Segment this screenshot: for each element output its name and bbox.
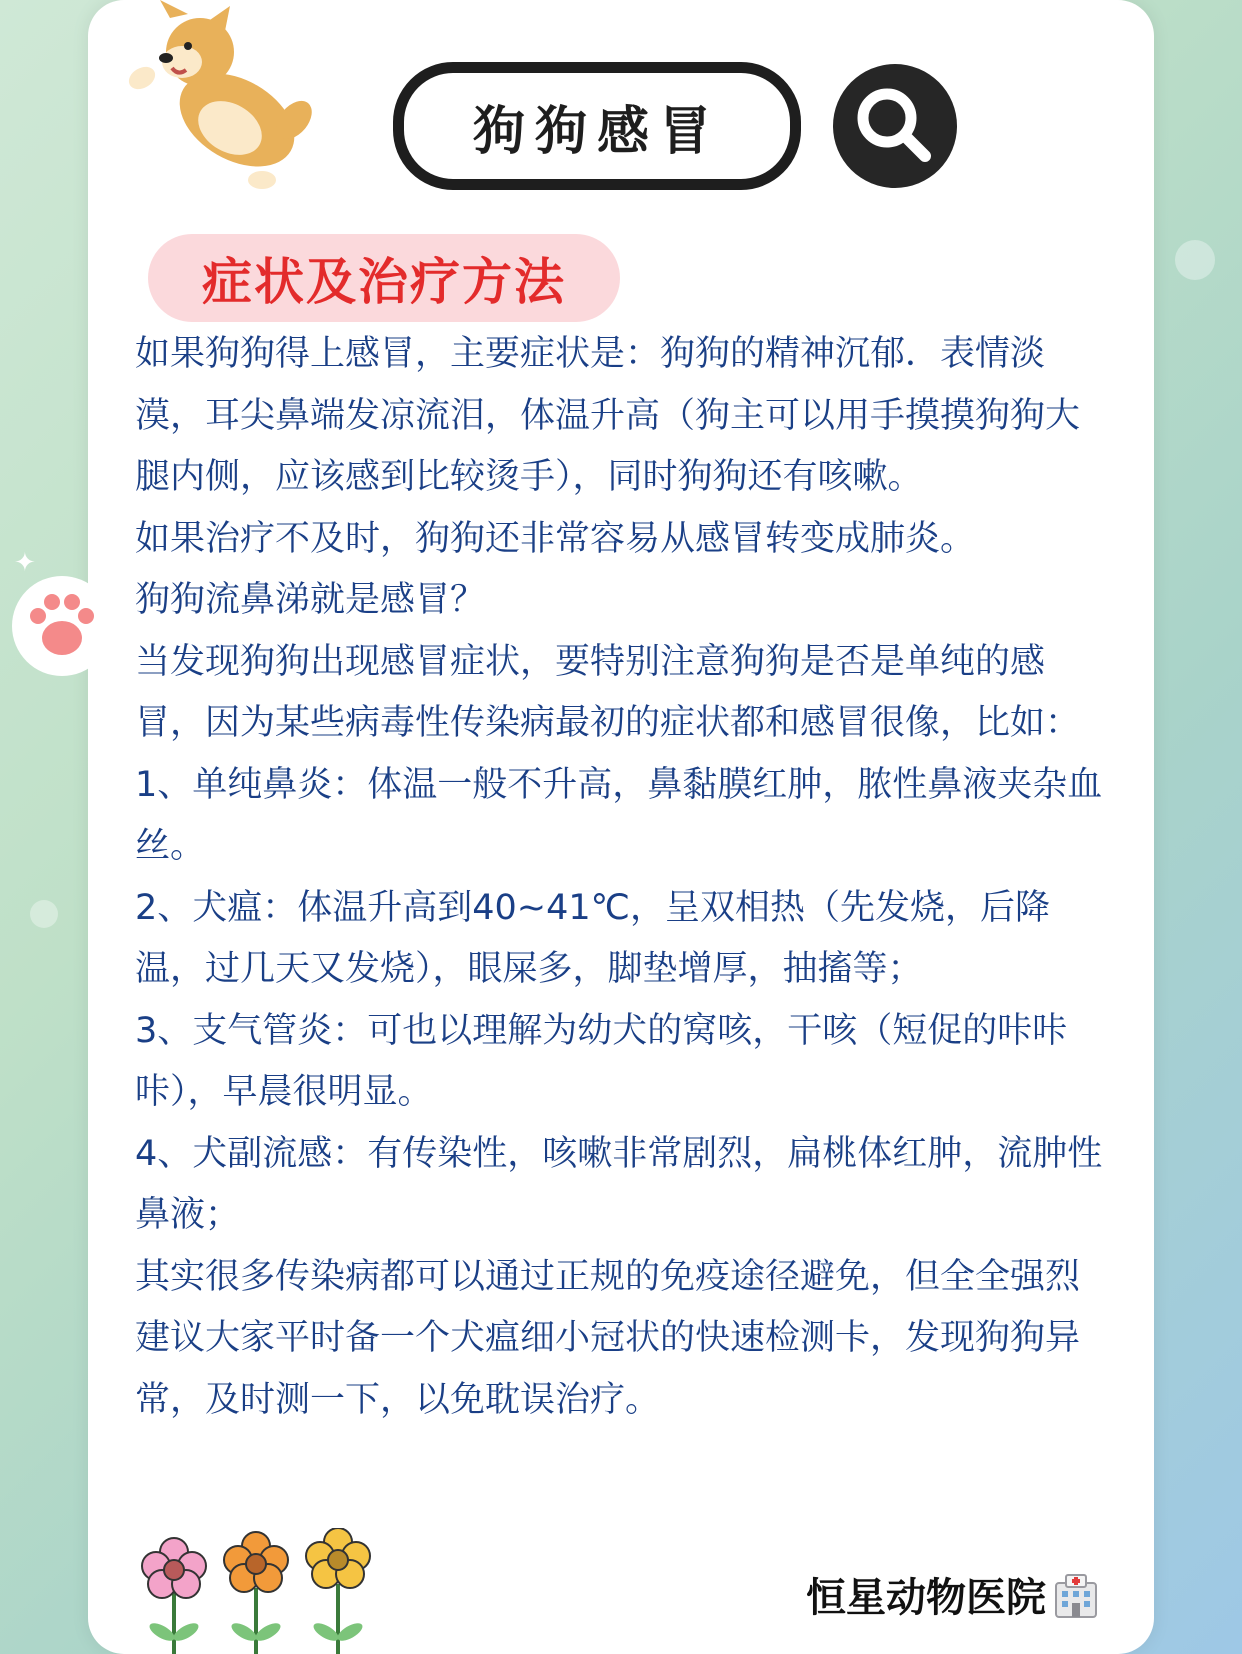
hospital-name: 恒星动物医院 bbox=[806, 1575, 1046, 1621]
section-title: 症状及治疗方法 bbox=[202, 253, 566, 311]
search-box[interactable] bbox=[393, 62, 801, 190]
sparkle-icon: ✦ bbox=[14, 548, 36, 578]
footer bbox=[806, 1566, 1100, 1623]
article-body bbox=[135, 324, 1105, 1431]
paragraph: 1、单纯鼻炎：体温一般不升高，鼻黏膜红肿，脓性鼻液夹杂血丝。 bbox=[135, 764, 1103, 866]
paragraph: 2、犬瘟：体温升高到40~41℃，呈双相热（先发烧，后降温，过几天又发烧），眼屎多，脚垫增厚，抽搐等； bbox=[135, 887, 1050, 989]
paragraph: 4、犬副流感：有传染性，咳嗽非常剧烈，扁桃体红肿，流肿性鼻液； bbox=[135, 1133, 1103, 1235]
background-dot bbox=[1175, 240, 1215, 280]
background-dot bbox=[30, 900, 58, 928]
search-icon bbox=[833, 64, 957, 188]
section-header bbox=[148, 234, 620, 322]
paragraph: 当发现狗狗出现感冒症状，要特别注意狗狗是否是单纯的感冒，因为某些病毒性传染病最初的症状都和感冒很像，比如： bbox=[135, 641, 1081, 743]
hospital-icon bbox=[1052, 1571, 1100, 1619]
paragraph: 3、支气管炎：可也以理解为幼犬的窝咳，干咳（短促的咔咔咔），早晨很明显。 bbox=[135, 1010, 1068, 1112]
paw-icon bbox=[8, 572, 116, 680]
paragraph: 其实很多传染病都可以通过正规的免疫途径避免，但全全强烈建议大家平时备一个犬瘟细小冠状的快速检测卡，发现狗狗异常，及时测一下，以免耽误治疗。 bbox=[135, 1256, 1081, 1420]
search-query: 狗狗感冒 bbox=[472, 101, 721, 162]
corgi-illustration bbox=[112, 0, 332, 210]
paragraph: 狗狗流鼻涕就是感冒？ bbox=[135, 580, 486, 620]
paragraph: 如果治疗不及时，狗狗还非常容易从感冒转变成肺炎。 bbox=[135, 518, 976, 559]
flowers-illustration bbox=[138, 1528, 388, 1654]
paragraph: 如果狗狗得上感冒，主要症状是：狗狗的精神沉郁．表情淡漠，耳尖鼻端发凉流泪，体温升高（狗主可以用手摸摸狗狗大腿内侧，应该感到比较烫手），同时狗狗还有咳嗽。 bbox=[135, 334, 1081, 497]
search-button[interactable] bbox=[833, 64, 957, 188]
